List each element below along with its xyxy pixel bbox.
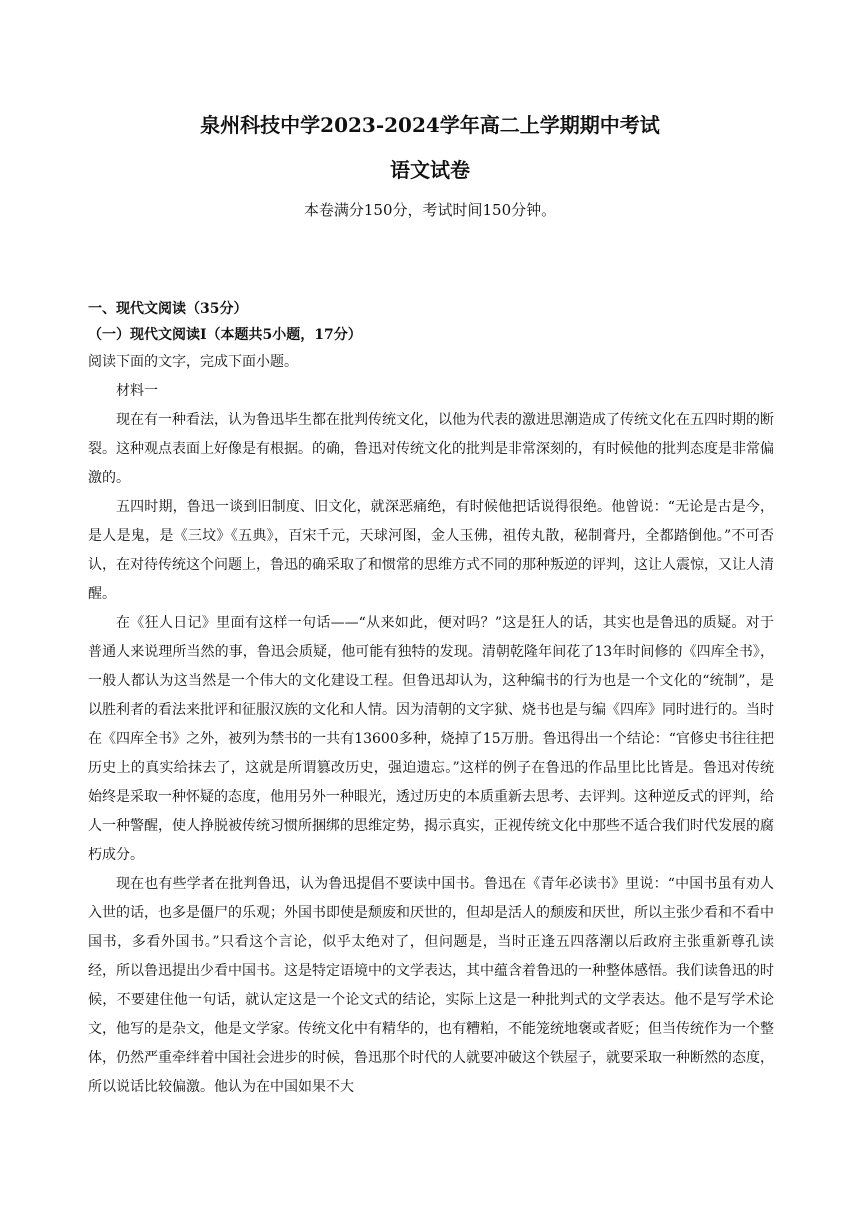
material-label: 材料一 [116,383,158,399]
paragraph-4: 现在也有些学者在批判鲁迅，认为鲁迅提倡不要读中国书。鲁迅在《青年必读书》里说：“中国书虽有劝人入世的话，也多是僵尸的乐观；外国书即使是颓废和厌世的，但却是活人的颓废和厌世，所以主张少看和不看中国书，多看外国书。”只看这个言论，似乎太绝对了，但问题是，当时正逢五四落潮以后政府主张重新尊孔读经，所以鲁迅提出少看中国书。这是特定语境中的文学表达，其中蕴含着鲁迅的一种整体感悟。我们读鲁迅的时候，不要建住他一句话，就认定这是一个论文式的结论，实际上这是一种批判式的文学表达。他不是写学术论文，他写的是杂文，他是文学家。传统文化中有精华的，也有糟粕，不能笼统地褒或者贬；但当传统作为一个整体，仍然严重牵绊着中国社会进步的时候，鲁迅那个时代的人就要冲破这个铁屋子，就要采取一种断然的态度，所以说话比较偏激。他认为在中国如果不大 [88,876,774,1095]
exam-info: 本卷满分150分，考试时间150分钟。 [303,201,557,219]
paragraph-1: 现在有一种看法，认为鲁迅毕生都在批判传统文化，以他为代表的激进思潮造成了传统文化在五四时期的断裂。这种观点表面上好像是有根据。的确，鲁迅对传统文化的批判是非常深刻的，有时候他的批判态度是非常偏激的。 [88,412,774,486]
section-subheading: （一）现代文阅读Ⅰ（本题共5小题，17分） [88,327,362,343]
reading-instruction: 阅读下面的文字，完成下面小题。 [88,354,298,370]
exam-content [88,296,774,1102]
paragraph-3: 在《狂人日记》里面有这样一句话——“从来如此，便对吗？”这是狂人的话，其实也是鲁迅的质疑。对于普通人来说理所当然的事，鲁迅会质疑，他可能有独特的发现。清朝乾隆年间花了13年时间修的《四库全书》，一般人都认为这当然是一个伟大的文化建设工程。但鲁迅却认为，这种编书的行为也是一个文化的“统制”，是以胜利者的看法来批评和征服汉族的文化和人情。因为清朝的文字狱、烧书也是与编《四库》同时进行的。当时在《四库全书》之外，被列为禁书的一共有13600多种，烧掉了15万册。鲁迅得出一个结论：“官修史书往往把历史上的真实给抹去了，这就是所谓篡改历史，强迫遗忘。”这样的例子在鲁迅的作品里比比皆是。鲁迅对传统始终是采取一种怀疑的态度，他用另外一种眼光，透过历史的本质重新去思考、去评判。这种逆反式的评判，给人一种警醒，使人挣脱被传统习惯所捆绑的思维定势，揭示真实，正视传统文化中那些不适合我们时代发展的腐朽成分。 [88,615,774,863]
exam-title: 泉州科技中学2023-2024学年高二上学期期中考试 [200,113,660,137]
paragraph-2: 五四时期，鲁迅一谈到旧制度、旧文化，就深恶痛绝，有时候他把话说得很绝。他曾说：“无论是古是今，是人是鬼，是《三坟》《五典》，百宋千元，天球河图，金人玉佛，祖传丸散，秘制膏丹，全都踏倒他。”不可否认，在对待传统这个问题上，鲁迅的确采取了和惯常的思维方式不同的那种叛逆的评判，这让人震惊，又让人清醒。 [88,499,774,602]
section-heading: 一、现代文阅读（35分） [88,301,248,317]
exam-subtitle: 语文试卷 [390,158,470,182]
